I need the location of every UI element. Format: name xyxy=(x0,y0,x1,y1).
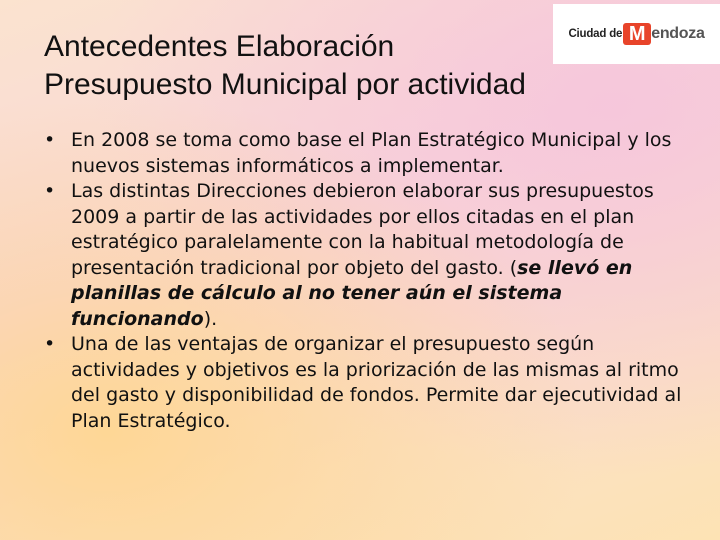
bullet-text-after: ). xyxy=(203,307,218,330)
slide-title-line-2: Presupuesto Municipal por actividad xyxy=(44,68,526,101)
bullet-marker: • xyxy=(44,180,56,202)
bullet-text: Una de las ventajas de organizar el presupuesto según actividades y objetivos es la priorización de las mismas al ritmo del gasto y disponibilidad de fondos. Permite dar ejecutividad al Plan Estratégico. xyxy=(71,333,682,432)
logo-initial-m: M xyxy=(623,23,651,45)
bullet-marker: • xyxy=(44,333,56,355)
bullet-item-1 xyxy=(44,128,684,179)
bullet-emphasis: se llevó en planillas de cálculo al no tener aún el sistema funcionando xyxy=(71,256,633,330)
bullet-text-before: Las distintas Direcciones debieron elaborar sus presupuestos 2009 a partir de las actividades por ellos citadas en el plan estratégico paralelamente con la habitual metodología de presentación tradicional por objeto del gasto. ( xyxy=(71,180,654,279)
bullet-text xyxy=(71,180,654,330)
slide-title xyxy=(44,28,604,104)
slide-title-line-1: Antecedentes Elaboración xyxy=(44,30,395,63)
bullet-marker: • xyxy=(44,129,56,151)
bullet-item-3 xyxy=(44,332,684,434)
logo-rest-text: endoza xyxy=(651,25,705,42)
ciudad-de-mendoza-logo xyxy=(553,4,720,64)
logo-prefix-text: Ciudad de xyxy=(568,28,623,40)
bullet-item-2 xyxy=(44,179,684,332)
bullet-list xyxy=(44,128,684,434)
bullet-text: En 2008 se toma como base el Plan Estratégico Municipal y los nuevos sistemas informáticos a implementar. xyxy=(71,129,672,177)
